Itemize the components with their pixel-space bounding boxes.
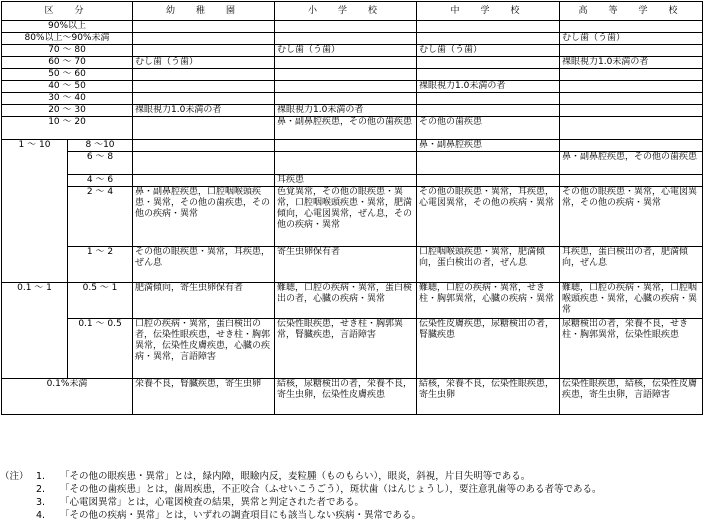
subrange-label: 6 ～ 8	[68, 152, 133, 175]
cell-kindergarten: 裸眼視力1.0未満の者	[133, 105, 275, 117]
range-label: 30 ～ 40	[2, 93, 133, 105]
range-label: 0.1%未満	[2, 379, 133, 415]
footnote-prefix	[0, 496, 36, 509]
cell-elementary	[275, 21, 417, 33]
cell-kindergarten	[133, 81, 275, 93]
footnote-text: 「その他の歯疾患」とは，歯周疾患，不正咬合（ふせいこうごう），斑状歯（はんじょうし），要注意乳歯等のある者等である。	[60, 484, 602, 495]
cell-high-school: むし歯（う歯）	[560, 33, 703, 45]
subrange-label: 4 ～ 6	[68, 175, 133, 187]
cell-elementary	[275, 93, 417, 105]
cell-high-school	[560, 93, 703, 105]
cell-junior-high	[417, 57, 560, 69]
cell-kindergarten: 鼻・副鼻腔疾患，口腔咽喉頭疾患・異常，その他の歯疾患，その他の疾病・異常	[133, 187, 275, 247]
footnote	[0, 509, 704, 522]
cell-elementary: 裸眼視力1.0未満の者	[275, 105, 417, 117]
cell-elementary	[275, 81, 417, 93]
footnote-text: 「その他の眼疾患・異常」とは，緑内障，眼瞼内反，麦粒腫（ものもらい），眼炎，斜視，片目失明等である。	[60, 471, 531, 482]
footnote	[0, 496, 704, 509]
table-row	[2, 57, 703, 69]
cell-kindergarten	[133, 33, 275, 45]
footnote	[0, 483, 704, 496]
cell-elementary	[275, 152, 417, 175]
footnote-prefix: （注）	[0, 471, 29, 482]
cell-kindergarten: 肥満傾向，寄生虫卵保有者	[133, 283, 275, 319]
footnote-text: 「その他の疾病・異常」とは，いずれの調査項目にも該当しない疾病・異常である。	[60, 510, 422, 521]
header-row	[2, 2, 703, 21]
footnote-number: 2.	[36, 484, 46, 495]
cell-junior-high: むし歯（う歯）	[417, 45, 560, 57]
cell-junior-high	[417, 105, 560, 117]
cell-kindergarten: むし歯（う歯）	[133, 57, 275, 69]
cell-junior-high	[417, 69, 560, 81]
cell-junior-high: 鼻・副鼻腔疾患	[417, 140, 560, 152]
cell-kindergarten	[133, 175, 275, 187]
table-row	[2, 247, 703, 283]
cell-kindergarten	[133, 21, 275, 33]
cell-junior-high	[417, 33, 560, 45]
table-row	[2, 379, 703, 415]
cell-high-school	[560, 117, 703, 140]
cell-junior-high: 裸眼視力1.0未満の者	[417, 81, 560, 93]
cell-elementary: むし歯（う歯）	[275, 45, 417, 57]
subrange-label: 0.1 ～ 0.5	[68, 319, 133, 379]
header-kindergarten: 幼 稚 園	[133, 2, 275, 21]
footnote-text: 「心電図異常」とは，心電図検査の結果，異常と判定された者である。	[60, 497, 365, 508]
footnote-number: 4.	[36, 510, 46, 521]
range-label: 80%以上～90%未満	[2, 33, 133, 45]
header-high-school: 高 等 学 校	[560, 2, 703, 21]
cell-junior-high: その他の眼疾患・異常，耳疾患，心電図異常，その他の疾病・異常	[417, 187, 560, 247]
cell-high-school: 尿糖検出の者，栄養不良，せき柱・胸郭異常，伝染性眼疾患	[560, 319, 703, 379]
cell-junior-high	[417, 175, 560, 187]
group-label: 0.1 ～ 1	[2, 283, 68, 379]
range-label: 60 ～ 70	[2, 57, 133, 69]
range-label: 20 ～ 30	[2, 105, 133, 117]
cell-high-school: 鼻・副鼻腔疾患，その他の歯疾患	[560, 152, 703, 175]
footnote-number: 3.	[36, 497, 46, 508]
cell-elementary: 結核，尿糖検出の者，栄養不良，寄生虫卵，伝染性皮膚疾患	[275, 379, 417, 415]
footnote-prefix	[0, 509, 36, 522]
cell-high-school: その他の眼疾患・異常，心電図異常，その他の疾病・異常	[560, 187, 703, 247]
cell-elementary	[275, 57, 417, 69]
cell-high-school	[560, 175, 703, 187]
cell-high-school	[560, 45, 703, 57]
cell-elementary	[275, 33, 417, 45]
cell-junior-high: 結核，栄養不良，伝染性眼疾患，寄生虫卵	[417, 379, 560, 415]
cell-kindergarten	[133, 117, 275, 140]
cell-junior-high: 口腔咽喉頭疾患・異常，肥満傾向，蛋白検出の者，ぜん息	[417, 247, 560, 283]
cell-elementary: 難聴，口腔の疾病・異常，蛋白検出の者，心臓の疾病・異常	[275, 283, 417, 319]
cell-high-school: 伝染性眼疾患，結核，伝染性皮膚疾患，寄生虫卵，言語障害	[560, 379, 703, 415]
subrange-label: 1 ～ 2	[68, 247, 133, 283]
cell-junior-high: その他の歯疾患	[417, 117, 560, 140]
table-row	[2, 45, 703, 57]
table-row	[2, 93, 703, 105]
cell-junior-high	[417, 21, 560, 33]
table-row	[2, 105, 703, 117]
footnote	[0, 470, 704, 483]
table-row	[2, 187, 703, 247]
table-row	[2, 117, 703, 140]
cell-junior-high: 伝染性皮膚疾患，尿糖検出の者，腎臓疾患	[417, 319, 560, 379]
cell-kindergarten	[133, 93, 275, 105]
cell-high-school	[560, 81, 703, 93]
group-label: 1 ～ 10	[2, 140, 68, 283]
subrange-label: 2 ～ 4	[68, 187, 133, 247]
table-row	[2, 175, 703, 187]
subrange-label: 8 ～10	[68, 140, 133, 152]
footnotes	[0, 470, 704, 522]
footnote-number: 1.	[36, 471, 46, 482]
cell-high-school: 裸眼視力1.0未満の者	[560, 57, 703, 69]
table-row	[2, 152, 703, 175]
cell-elementary: 鼻・副鼻腔疾患，その他の歯疾患	[275, 117, 417, 140]
cell-high-school: 難聴，口腔の疾病・異常，口腔咽喉頭疾患・異常，心臓の疾病・異常	[560, 283, 703, 319]
header-junior-high: 中 学 校	[417, 2, 560, 21]
range-label: 40 ～ 50	[2, 81, 133, 93]
cell-kindergarten	[133, 152, 275, 175]
table-row	[2, 140, 703, 152]
cell-high-school	[560, 140, 703, 152]
cell-high-school: 耳疾患，蛋白検出の者，肥満傾向，ぜん息	[560, 247, 703, 283]
footnote-prefix	[0, 483, 36, 496]
range-label: 70 ～ 80	[2, 45, 133, 57]
cell-high-school	[560, 105, 703, 117]
cell-junior-high	[417, 152, 560, 175]
cell-elementary	[275, 140, 417, 152]
table-row	[2, 319, 703, 379]
cell-elementary: 耳疾患	[275, 175, 417, 187]
cell-kindergarten	[133, 69, 275, 81]
table-row	[2, 33, 703, 45]
header-kubun: 区 分	[2, 2, 133, 21]
cell-elementary: 色覚異常，その他の眼疾患・異常，口腔咽喉頭疾患・異常，肥満傾向，心電図異常，ぜん息，その他の疾病・異常	[275, 187, 417, 247]
table-row	[2, 283, 703, 319]
disease-prevalence-table	[1, 1, 703, 415]
cell-elementary	[275, 69, 417, 81]
cell-elementary: 寄生虫卵保有者	[275, 247, 417, 283]
range-label: 90%以上	[2, 21, 133, 33]
cell-high-school	[560, 21, 703, 33]
cell-high-school	[560, 69, 703, 81]
cell-elementary: 伝染性眼疾患，せき柱・胸郭異常，腎臓疾患，言語障害	[275, 319, 417, 379]
cell-junior-high	[417, 93, 560, 105]
range-label: 50 ～ 60	[2, 69, 133, 81]
table-row	[2, 81, 703, 93]
range-label: 10 ～ 20	[2, 117, 133, 140]
cell-junior-high: 難聴，口腔の疾病・異常，せき柱・胸郭異常，心臓の疾病・異常	[417, 283, 560, 319]
cell-kindergarten	[133, 140, 275, 152]
cell-kindergarten	[133, 45, 275, 57]
header-elementary: 小 学 校	[275, 2, 417, 21]
cell-kindergarten: 口腔の疾病・異常，蛋白検出の者，伝染性眼疾患，せき柱・胸郭異常，伝染性皮膚疾患，心臓の疾病・異常，言語障害	[133, 319, 275, 379]
cell-kindergarten: 栄養不良，腎臓疾患，寄生虫卵	[133, 379, 275, 415]
table-row	[2, 69, 703, 81]
table-row	[2, 21, 703, 33]
cell-kindergarten: その他の眼疾患・異常，耳疾患，ぜん息	[133, 247, 275, 283]
subrange-label: 0.5 ～ 1	[68, 283, 133, 319]
